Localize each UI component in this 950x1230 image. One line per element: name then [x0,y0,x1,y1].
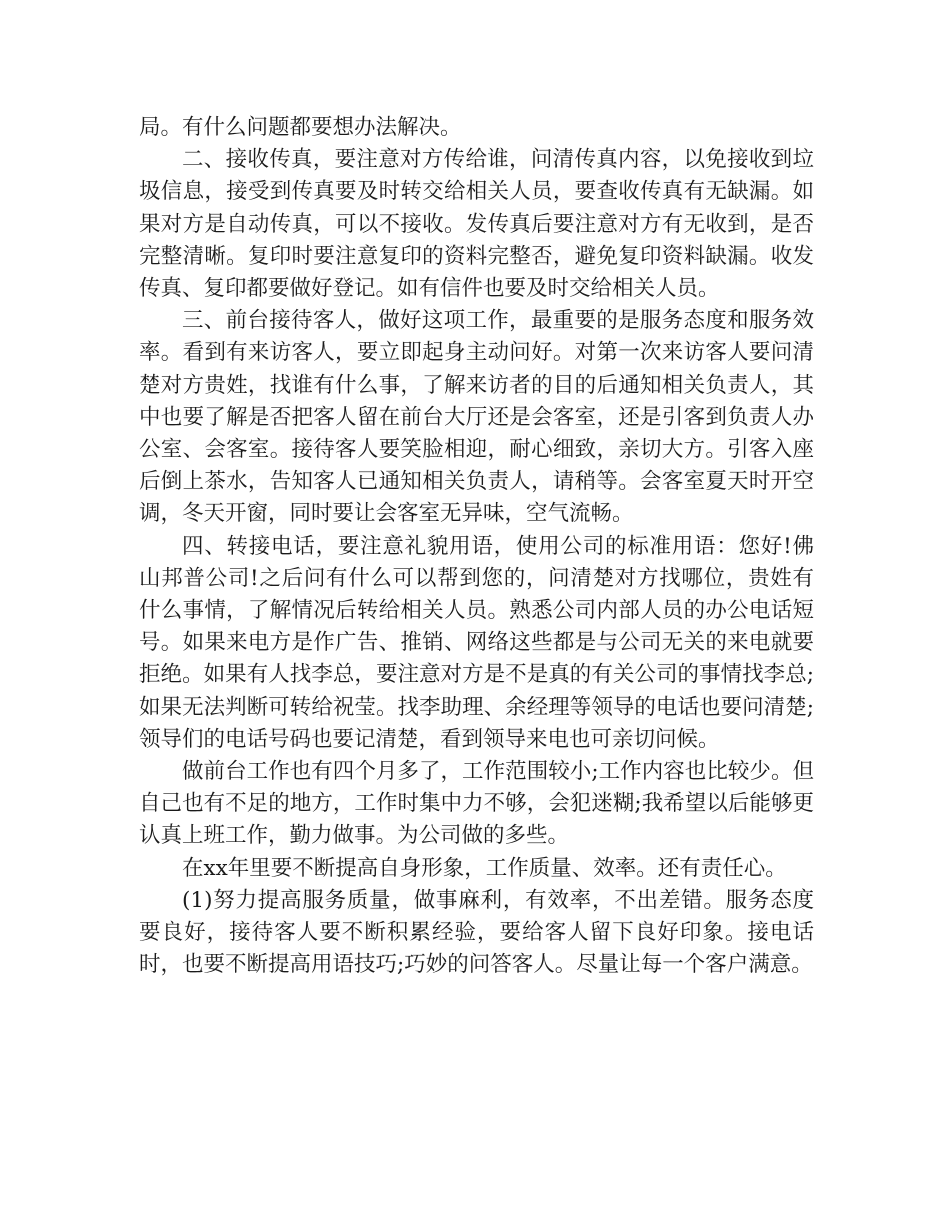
document-page [139,112,814,981]
paragraph-continuation: 局。有什么问题都要想办法解决。 [139,115,462,140]
paragraph-goals: 在xx年里要不断提高自身形象，工作质量、效率。还有责任心。 [182,855,787,881]
paragraph-service-quality: (1)努力提高服务质量，做事麻利，有效率，不出差错。服务态度要良好，接待客人要不断积累经验，要给客人留下良好印象。接电话时，也要不断提高用语技巧;巧妙的问答客人。尽量让每一个客户满意。 [139,887,814,978]
paragraph-phone: 四、转接电话，要注意礼貌用语，使用公司的标准用语：您好!佛山邦普公司!之后问有什么可以帮到您的，问清楚对方找哪位，贵姓有什么事情，了解情况后转给相关人员。熟悉公司内部人员的办公电话短号。如果来电方是作广告、推销、网络这些都是与公司无关的来电就要拒绝。如果有人找李总，要注意对方是不是真的有关公司的事情找李总;如果无法判断可转给祝莹。找李助理、余经理等领导的电话也要问清楚;领导们的电话号码也要记清楚，看到领导来电也可亲切问候。 [139,533,814,752]
paragraph-reception: 三、前台接待客人，做好这项工作，最重要的是服务态度和服务效率。看到有来访客人，要立即起身主动问好。对第一次来访客人要问清楚对方贵姓，找谁有什么事，了解来访者的目的后通知相关负责人，其中也要了解是否把客人留在前台大厅还是会客室，还是引客到负责人办公室、会客室。接待客人要笑脸相迎，耐心细致，亲切大方。引客入座后倒上茶水，告知客人已通知相关负责人，请稍等。会客室夏天时开空调，冬天开窗，同时要让会客室无异味，空气流畅。 [139,308,814,527]
paragraph-fax: 二、接收传真，要注意对方传给谁，问清传真内容，以免接收到垃圾信息，接受到传真要及时转交给相关人员，要查收传真有无缺漏。如果对方是自动传真，可以不接收。发传真后要注意对方有无收到，是否完整清晰。复印时要注意复印的资料完整否，避免复印资料缺漏。收发传真、复印都要做好登记。如有信件也要及时交给相关人员。 [139,147,814,302]
paragraph-self-review: 做前台工作也有四个月多了，工作范围较小;工作内容也比较少。但自己也有不足的地方，工作时集中力不够，会犯迷糊;我希望以后能够更认真上班工作，勤力做事。为公司做的多些。 [139,759,814,849]
